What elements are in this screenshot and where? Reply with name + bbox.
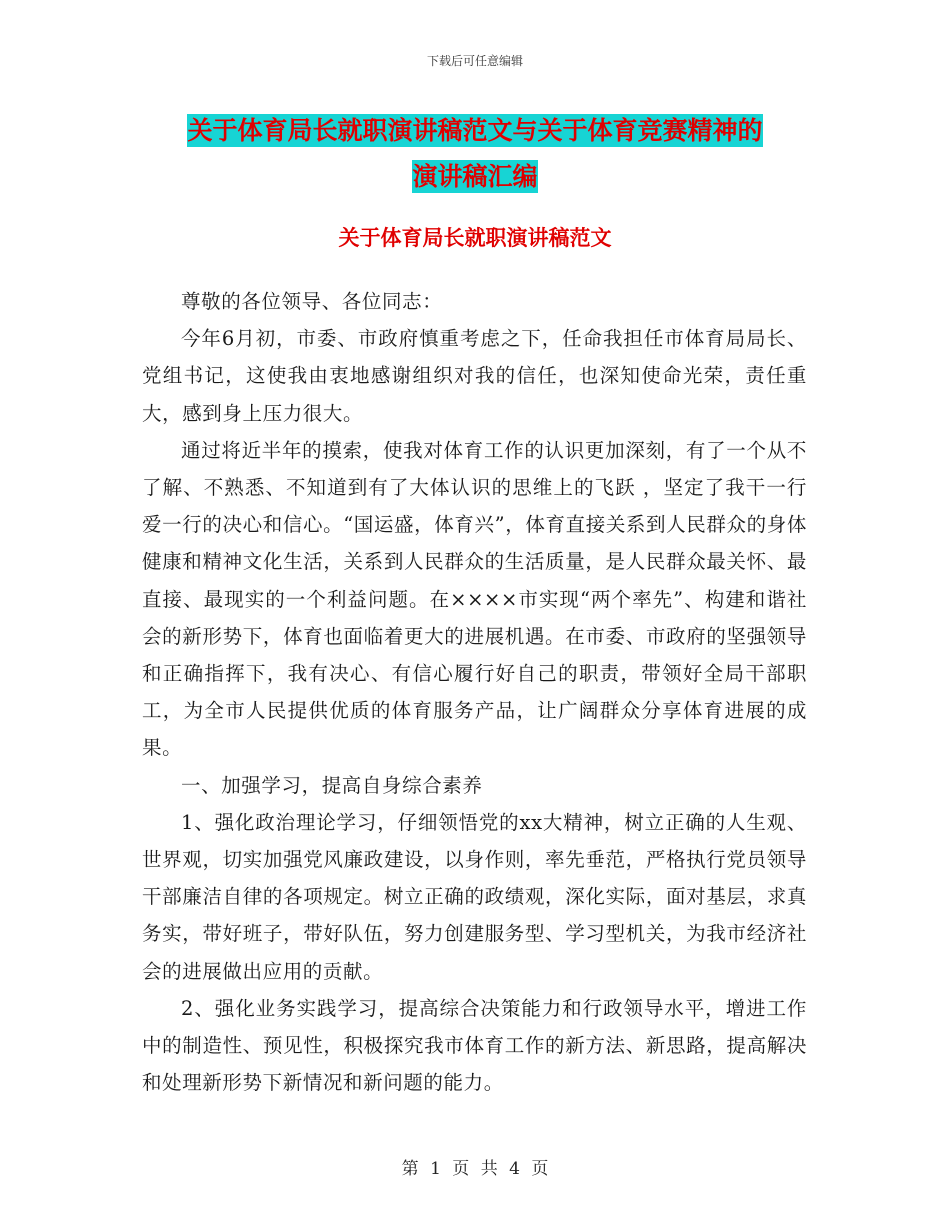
section-title: 关于体育局长就职演讲稿范文 (338, 225, 612, 250)
main-title-line-1: 关于体育局长就职演讲稿范文与关于体育竞赛精神的 (187, 116, 763, 145)
paragraph-item-2: 2、强化业务实践学习，提高综合决策能力和行政领导水平，增进工作中的制造性、预见性，积极探究我市体育工作的新方法、新思路，提高解决和处理新形势下新情况和新问题的能力。 (142, 996, 807, 1095)
body-text (142, 283, 807, 1101)
page-number: 第 1 页 共 4 页 (401, 1159, 549, 1179)
main-title (140, 108, 810, 200)
header-note: 下载后可任意编辑 (426, 54, 523, 68)
paragraph-appointment: 今年6月初，市委、市政府慎重考虑之下，任命我担任市体育局局长、党组书记，这使我由衷地感谢组织对我的信任，也深知使命光荣，责任重大，感到身上压力很大。 (142, 327, 807, 425)
paragraph-understanding: 通过将近半年的摸索，使我对体育工作的认识更加深刻，有了一个从不了解、不熟悉、不知道到有了大体认识的思维上的飞跃 ，坚定了我干一行爱一行的决心和信心。“国运盛，体育兴”，体育直接关系到人民群众的身体健康和精神文化生活，关系到人民群众的生活质量，是人民群众最关怀、最直接、最现实的一个利益问题。在××××市实现“两个率先”、构建和谐社会的新形势下，体育也面临着更大的进展机遇。在市委、市政府的坚强领导和正确指挥下，我有决心、有信心履行好自己的职责，带领好全局干部职工，为全市人民提供优质的体育服务产品，让广阔群众分享体育进展的成果。 (142, 438, 807, 760)
paragraph-item-1: 1、强化政治理论学习，仔细领悟党的xx大精神，树立正确的人生观、世界观，切实加强党风廉政建设，以身作则，率先垂范，严格执行党员领导干部廉洁自律的各项规定。树立正确的政绩观，深化实际，面对基层，求真务实，带好班子，带好队伍，努力创建服务型、学习型机关，为我市经济社会的进展做出应用的贡献。 (142, 810, 807, 983)
paragraph-salutation: 尊敬的各位领导、各位同志： (181, 290, 443, 313)
paragraph-heading-study: 一、加强学习，提高自身综合素养 (181, 773, 483, 797)
main-title-line-2: 演讲稿汇编 (412, 162, 538, 191)
